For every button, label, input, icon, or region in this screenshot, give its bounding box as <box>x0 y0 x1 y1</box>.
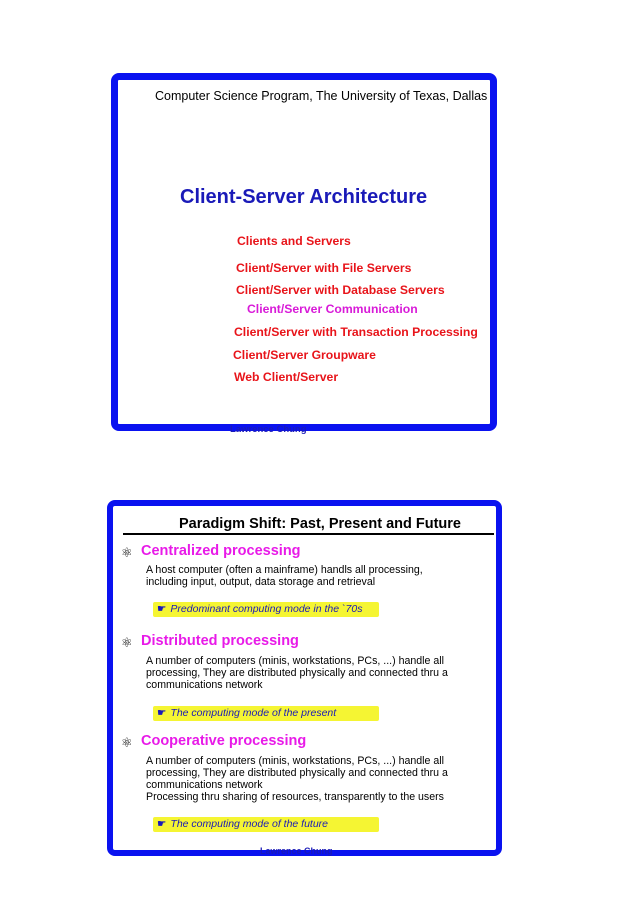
slide-paradigm-shift <box>107 500 502 856</box>
section-body: A number of computers (minis, workstations, PCs, ...) handle all processing, They are distributed physically and connected thru a communications network <box>146 755 448 791</box>
section-heading: Cooperative processing <box>141 733 307 749</box>
note-highlight <box>153 706 379 721</box>
slide-footer: Lawrence Chung <box>260 846 333 856</box>
slide-title: Paradigm Shift: Past, Present and Future <box>179 516 461 532</box>
title-underline <box>123 533 494 535</box>
section-body: A host computer (often a mainframe) handls all processing, including input, output, data storage and retrieval <box>146 564 423 588</box>
note-text: The computing mode of the future <box>170 818 329 830</box>
author-name: Lawrence Chung <box>230 424 307 435</box>
slide-client-server-architecture <box>111 73 497 435</box>
note-highlight <box>153 602 379 617</box>
topic-item: Client/Server with File Servers <box>236 261 412 275</box>
section-heading: Centralized processing <box>141 543 301 559</box>
topic-item: Client/Server Communication <box>247 302 418 316</box>
section-body: A number of computers (minis, workstations, PCs, ...) handle all processing, They are distributed physically and connected thru a communications network <box>146 655 448 691</box>
atom-bullet-icon: ⚛ <box>121 545 133 560</box>
slide-header: Computer Science Program, The University of Texas, Dallas <box>155 89 488 103</box>
section-extra: Processing thru sharing of resources, transparently to the users <box>146 791 444 803</box>
pointing-hand-icon: ☛ <box>157 818 167 830</box>
pointing-hand-icon: ☛ <box>157 707 167 719</box>
topic-item: Web Client/Server <box>234 370 339 384</box>
slide-title: Client-Server Architecture <box>180 186 428 208</box>
slide-footer <box>230 424 307 435</box>
note-text: Predominant computing mode in the `70s <box>170 603 363 615</box>
section-heading: Distributed processing <box>141 633 299 649</box>
atom-bullet-icon: ⚛ <box>121 635 133 650</box>
note-text: The computing mode of the present <box>170 707 337 719</box>
topic-item: Client/Server with Transaction Processing <box>234 325 478 339</box>
atom-bullet-icon: ⚛ <box>121 735 133 750</box>
topic-item: Clients and Servers <box>237 234 351 248</box>
topic-item: Client/Server Groupware <box>233 348 376 362</box>
note-highlight <box>153 817 379 832</box>
topic-item: Client/Server with Database Servers <box>236 283 445 297</box>
pointing-hand-icon: ☛ <box>157 603 167 615</box>
